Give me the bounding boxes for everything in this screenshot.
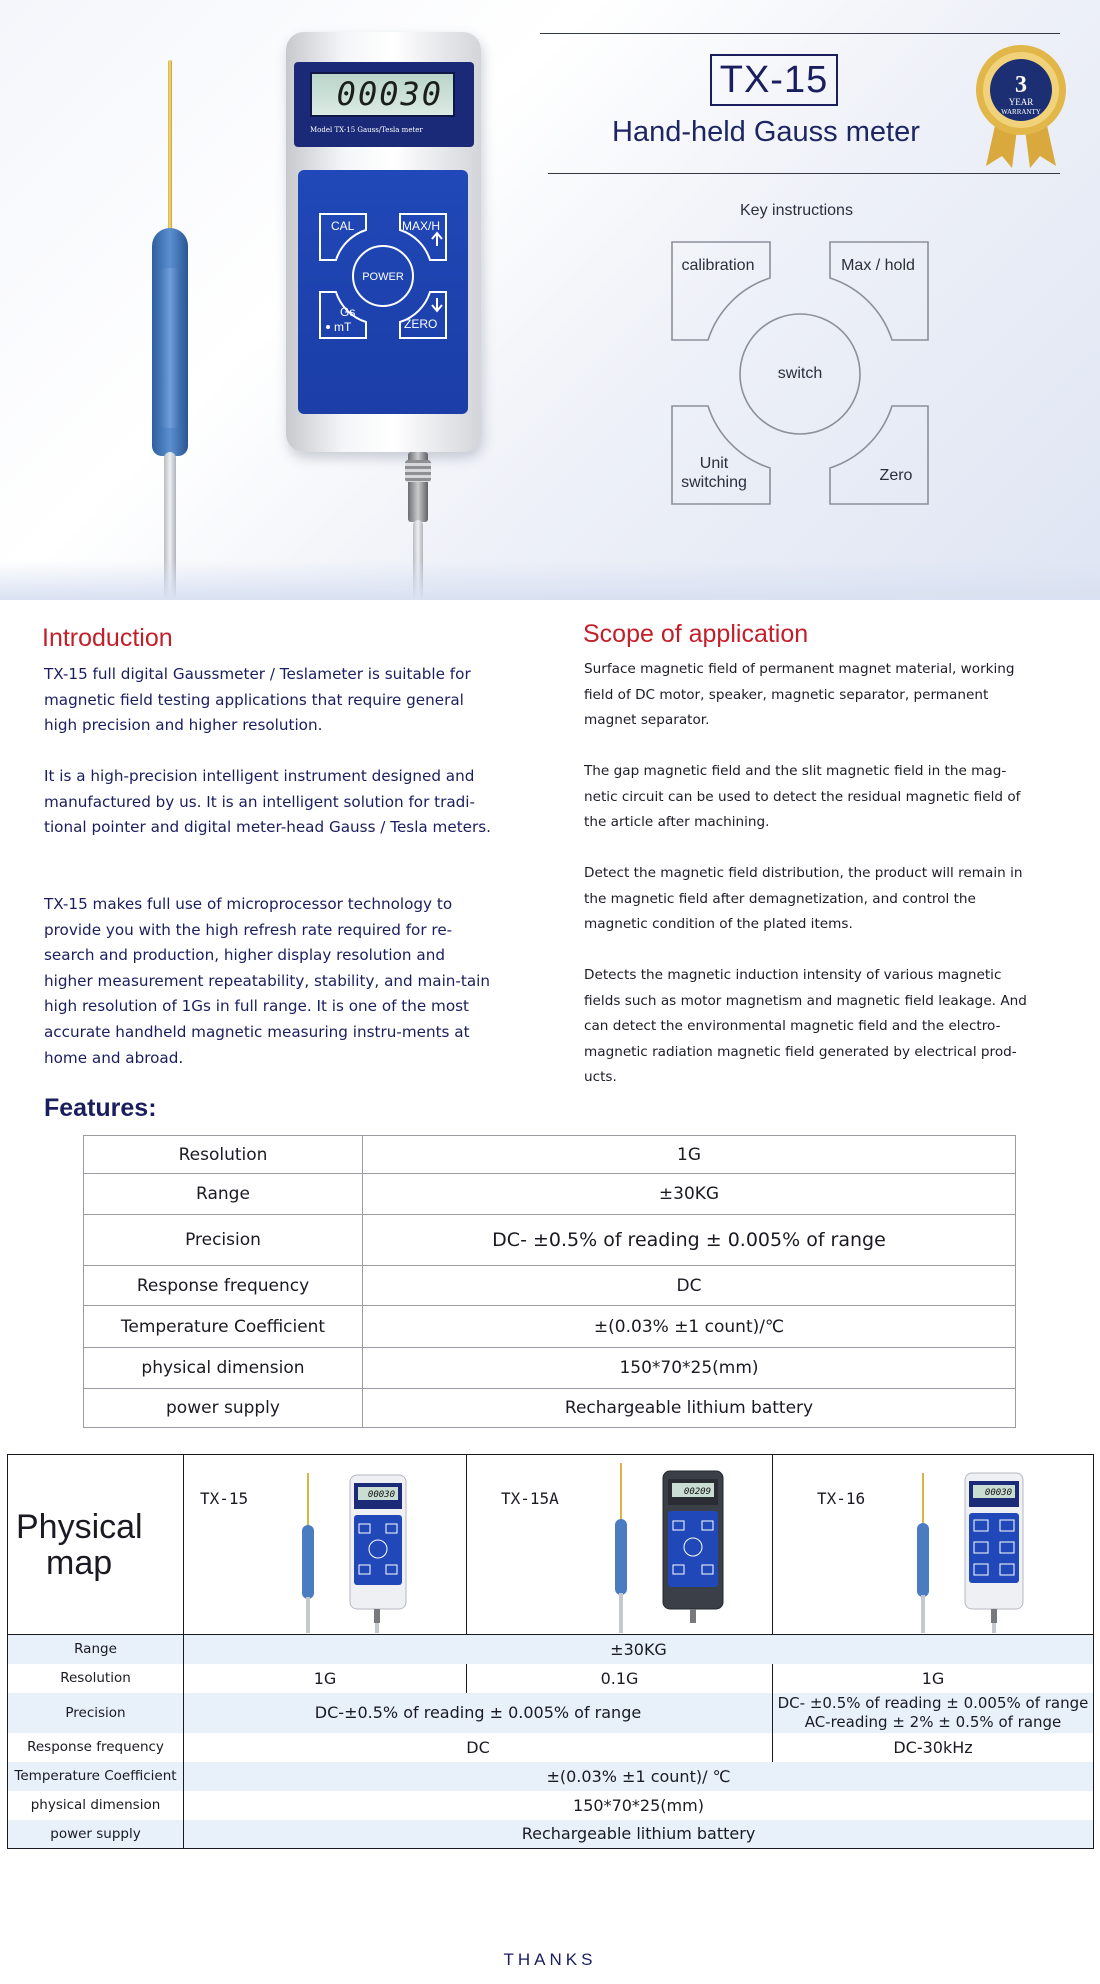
- badge-number: 3: [1015, 72, 1027, 98]
- product-title: TX-15: [710, 54, 838, 106]
- spec-value-precision-c: [773, 1693, 1094, 1733]
- feature-key: power supply: [84, 1389, 363, 1428]
- key-label-switching: switching: [681, 474, 747, 491]
- spec-key-resolution: Resolution: [8, 1664, 184, 1693]
- physical-map-table: [7, 1454, 1094, 1849]
- product-subtitle: Hand-held Gauss meter: [612, 116, 920, 148]
- scope-paragraph-2: The gap magnetic field and the slit magnetic field in the mag-netic circuit can be used to detect the residual magnetic field of the article after machining.: [584, 763, 1021, 831]
- model-label: Model TX-15 Gauss/Tesla meter: [310, 126, 423, 134]
- scope-heading: Scope of application: [583, 620, 809, 648]
- product-name: TX-16: [817, 1489, 866, 1508]
- badge-line1: YEAR: [1008, 97, 1034, 107]
- unit-dot-icon: [326, 325, 330, 329]
- product-image-row: [8, 1455, 1094, 1635]
- table-row: [84, 1306, 1016, 1348]
- product-cell-tx15a: [467, 1455, 773, 1635]
- probe-cable: [164, 452, 176, 600]
- spec-value-response-ab: DC: [184, 1733, 773, 1762]
- mini-lcd-tx15a: 00209: [683, 1487, 711, 1497]
- product-cell-tx16: [773, 1455, 1094, 1635]
- lcd-display: 00030: [310, 72, 455, 117]
- feature-value: 150*70*25(mm): [363, 1348, 1016, 1389]
- key-cal-label: CAL: [331, 219, 355, 233]
- key-label-switch: switch: [777, 365, 823, 382]
- probe-handle: [152, 228, 188, 456]
- spec-value-power: Rechargeable lithium battery: [184, 1820, 1094, 1849]
- spec-key-dimension: physical dimension: [8, 1791, 184, 1820]
- tx15a-product-image: [607, 1459, 757, 1633]
- feature-value: DC- ±0.5% of reading ± 0.005% of range: [363, 1215, 1016, 1266]
- feature-key: Resolution: [84, 1136, 363, 1174]
- table-row: [84, 1266, 1016, 1306]
- feature-value: Rechargeable lithium battery: [363, 1389, 1016, 1428]
- title-top-rule: [540, 33, 1060, 34]
- product-name: TX-15: [200, 1489, 249, 1508]
- spec-key-temperature: Temperature Coefficient: [8, 1762, 184, 1791]
- feature-value: ±30KG: [363, 1174, 1016, 1215]
- spec-key-range: Range: [8, 1635, 184, 1664]
- table-row: [84, 1215, 1016, 1266]
- mini-lcd-tx16: 00030: [984, 1488, 1012, 1498]
- scope-paragraph-3: Detect the magnetic field distribution, the product will remain in the magnetic field after demagnetization, and control the magnetic condition of the plated items.: [584, 865, 1023, 933]
- table-row: [8, 1693, 1094, 1733]
- table-row: [8, 1791, 1094, 1820]
- spec-value-precision-c-dc: DC- ±0.5% of reading ± 0.005% of range: [777, 1693, 1089, 1712]
- meter-cable: [413, 520, 423, 600]
- badge-line2: WARRANTY: [1001, 108, 1041, 116]
- mini-lcd-tx15: 00030: [367, 1490, 395, 1500]
- key-label-zero: Zero: [879, 467, 913, 484]
- key-instructions-title: Key instructions: [740, 202, 853, 219]
- spec-value-resolution-tx15a: 0.1G: [467, 1664, 773, 1693]
- feature-key: Temperature Coefficient: [84, 1306, 363, 1348]
- features-heading: Features:: [44, 1094, 157, 1122]
- table-row: [84, 1174, 1016, 1215]
- scope-paragraph-1: Surface magnetic field of permanent magnet material, working field of DC motor, speaker, magnetic separator, permanent magnet separator.: [584, 661, 1015, 729]
- table-row: [8, 1762, 1094, 1791]
- spec-value-dimension: 150*70*25(mm): [184, 1791, 1094, 1820]
- product-name: TX-15A: [501, 1489, 559, 1508]
- hero-banner: [0, 0, 1100, 600]
- feature-key: Precision: [84, 1215, 363, 1266]
- thanks-footer: THANKS: [503, 1950, 597, 1969]
- table-row: [8, 1820, 1094, 1849]
- features-table: [83, 1135, 1016, 1428]
- feature-value: DC: [363, 1266, 1016, 1306]
- physical-map-title-line1: Physical: [16, 1507, 143, 1546]
- spec-key-response: Response frequency: [8, 1733, 184, 1762]
- table-row: [84, 1389, 1016, 1428]
- feature-key: Response frequency: [84, 1266, 363, 1306]
- intro-paragraph-1: TX-15 full digital Gaussmeter / Teslameter is suitable for magnetic field testing applications that require general high precision and higher resolution.: [44, 665, 471, 735]
- feature-value: ±(0.03% ±1 count)/℃: [363, 1306, 1016, 1348]
- physical-map-title-line2: map: [46, 1543, 113, 1582]
- meter-display-panel: [294, 62, 474, 147]
- probe-tip: [168, 60, 172, 235]
- key-zero-label: ZERO: [404, 317, 438, 331]
- spec-value-range: ±30KG: [184, 1635, 1094, 1664]
- table-row: [8, 1733, 1094, 1762]
- gauss-meter-device: [286, 32, 481, 452]
- spec-value-response-c: DC-30kHz: [773, 1733, 1094, 1762]
- key-label-calibration: calibration: [681, 257, 755, 274]
- feature-key: Range: [84, 1174, 363, 1215]
- spec-value-resolution-tx15: 1G: [184, 1664, 467, 1693]
- scope-paragraph-4: Detects the magnetic induction intensity of various magnetic fields such as motor magnetism and magnetic field leakage. And can detect the environmental magnetic field and the electro-magnetic radiation magnetic field generated by electrical prod-ucts.: [584, 967, 1027, 1086]
- intro-paragraph-3: TX-15 makes full use of microprocessor technology to provide you with the high refresh rate required for re-search and production, higher display resolution and higher measurement repeatability, stability, and main-tain high resolution of 1Gs in full range. It is one of the most accurate handheld magnetic measuring instru-ments at home and abroad.: [44, 895, 491, 1067]
- table-row: [8, 1664, 1094, 1693]
- table-row: [84, 1348, 1016, 1389]
- key-label-unit-switching: [674, 454, 754, 492]
- title-bottom-rule: [548, 173, 1060, 174]
- table-row: [8, 1635, 1094, 1664]
- keypad-graphic: [298, 170, 468, 414]
- meter-keypad: [298, 170, 468, 414]
- feature-key: physical dimension: [84, 1348, 363, 1389]
- key-max-label: MAX/H: [402, 219, 441, 233]
- spec-value-precision-c-ac: AC-reading ± 2% ± 0.5% of range: [804, 1712, 1062, 1731]
- key-label-max-hold: Max / hold: [841, 257, 915, 274]
- key-gs-label: Gs: [340, 305, 356, 319]
- spec-key-precision: Precision: [8, 1693, 184, 1733]
- key-mt-label: mT: [334, 320, 352, 334]
- table-row: [84, 1136, 1016, 1174]
- intro-paragraph-2: It is a high-precision intelligent instrument designed and manufactured by us. It is an intelligent solution for tradi-tional pointer and digital meter-head Gauss / Tesla meters.: [44, 767, 491, 837]
- feature-value: 1G: [363, 1136, 1016, 1174]
- spec-value-temperature: ±(0.03% ±1 count)/ ℃: [184, 1762, 1094, 1791]
- spec-value-resolution-tx16: 1G: [773, 1664, 1094, 1693]
- cable-connector: [408, 452, 428, 522]
- physical-map-title: [8, 1455, 184, 1635]
- product-cell-tx15: [184, 1455, 467, 1635]
- warranty-badge-icon: [972, 42, 1070, 170]
- tx15-product-image: [294, 1469, 444, 1633]
- key-power-label: POWER: [362, 271, 404, 283]
- spec-key-power: power supply: [8, 1820, 184, 1849]
- tx16-product-image: [909, 1465, 1059, 1633]
- introduction-heading: Introduction: [42, 624, 173, 652]
- key-label-unit: Unit: [699, 455, 729, 472]
- spec-value-precision-ab: DC-±0.5% of reading ± 0.005% of range: [184, 1693, 773, 1733]
